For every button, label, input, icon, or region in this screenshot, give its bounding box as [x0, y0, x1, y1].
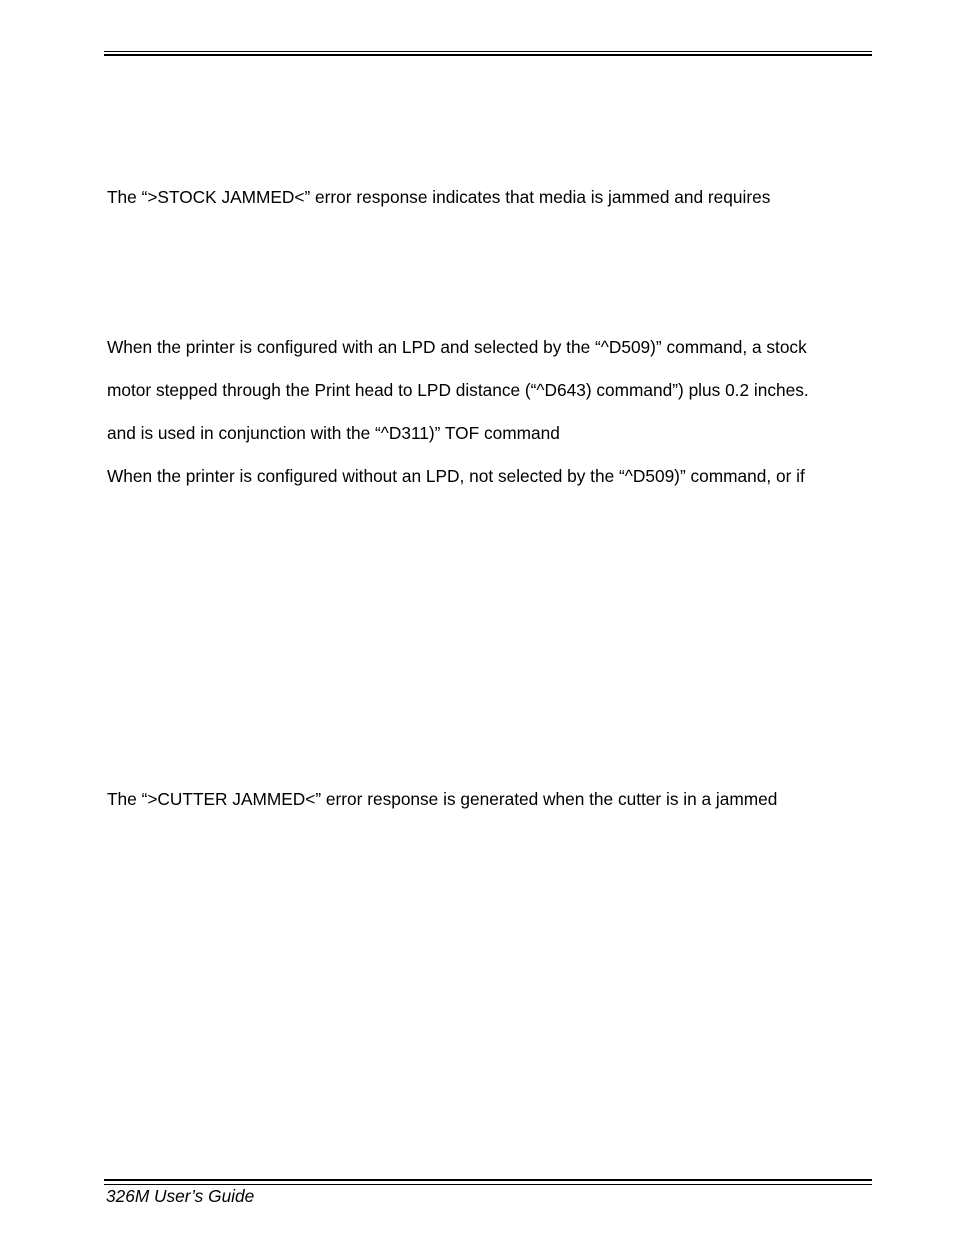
paragraph-no-lpd-line: When the printer is configured without an LPD, not selected by the “^D509)” command, or if	[107, 466, 805, 486]
footer-rule-thick	[104, 1179, 872, 1181]
paragraph-stock-jammed: The “>STOCK JAMMED<” error response indicates that media is jammed and requires	[107, 187, 771, 207]
header-rule-thin	[104, 51, 872, 52]
paragraph-lpd-line-2: motor stepped through the Print head to LPD distance (“^D643) command”) plus 0.2 inches.	[107, 380, 809, 400]
header-rule-thick	[104, 54, 872, 56]
paragraph-cutter-jammed: The “>CUTTER JAMMED<” error response is generated when the cutter is in a jammed	[107, 789, 778, 809]
paragraph-lpd-line-1: When the printer is configured with an LPD and selected by the “^D509)” command, a stock	[107, 337, 807, 357]
footer-guide-title: 326M User’s Guide	[106, 1186, 255, 1206]
paragraph-lpd-line-3: and is used in conjunction with the “^D311)” TOF command	[107, 423, 560, 443]
